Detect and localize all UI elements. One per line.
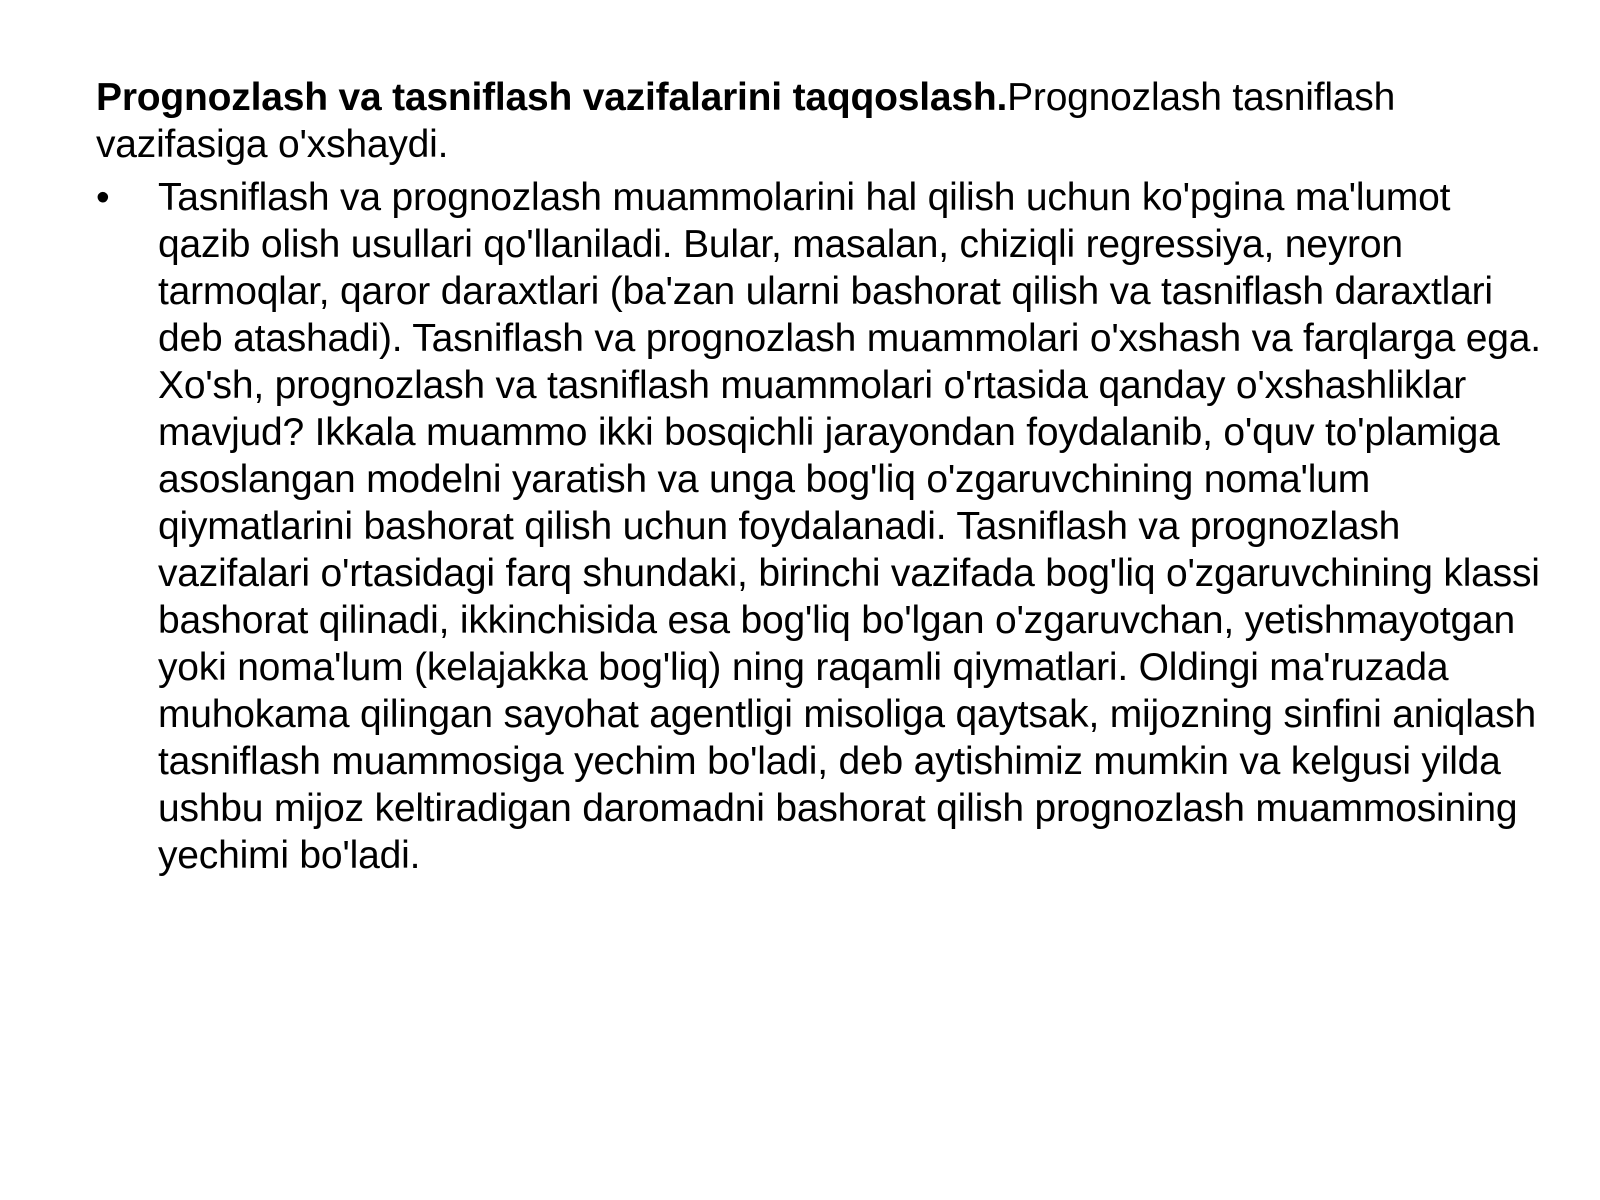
intro-paragraph <box>96 74 1546 168</box>
bullet-marker: • <box>96 176 110 219</box>
section-title: Prognozlash va tasniflash vazifalarini taqqoslash. <box>96 76 1008 119</box>
bullet-text: Tasniflash va prognozlash muammolarini hal qilish uchun ko'pgina ma'lumot qazib olish usullari qo'llaniladi. Bular, masalan, chiziqli regressiya, neyron tarmoqlar, qaror daraxtlari (ba'zan ularni bashorat qilish va tasniflash daraxtlari deb atashadi). Tasniflash va prognozlash muammolari o'xshash va farqlarga ega. Xo'sh, prognozlash va tasniflash muammolari o'rtasida qanday o'xshashliklar mavjud? Ikkala muammo ikki bosqichli jarayondan foydalanib, o'quv to'plamiga asoslangan modelni yaratish va unga bog'liq o'zgaruvchining noma'lum qiymatlarini bashorat qilish uchun foydalanadi. Tasniflash va prognozlash vazifalari o'rtasidagi farq shundaki, birinchi vazifada bog'liq o'zgaruvchining klassi bashorat qilinadi, ikkinchisida esa bog'liq bo'lgan o'zgaruvchan, yetishmayotgan yoki noma'lum (kelajakka bog'liq) ning raqamli qiymatlari. Oldingi ma'ruzada muhokama qilingan sayohat agentligi misoliga qaytsak, mijozning sinfini aniqlash tasniflash muammosiga yechim bo'ladi, deb aytishimiz mumkin va kelgusi yilda ushbu mijoz keltiradigan daromadni bashorat qilish prognozlash muammosining yechimi bo'ladi. <box>158 176 1541 877</box>
slide-content <box>96 74 1546 879</box>
intro-text: Prognozlash tasniflash vazifasiga o'xshaydi. <box>96 76 1396 166</box>
bullet-item <box>96 174 1546 879</box>
